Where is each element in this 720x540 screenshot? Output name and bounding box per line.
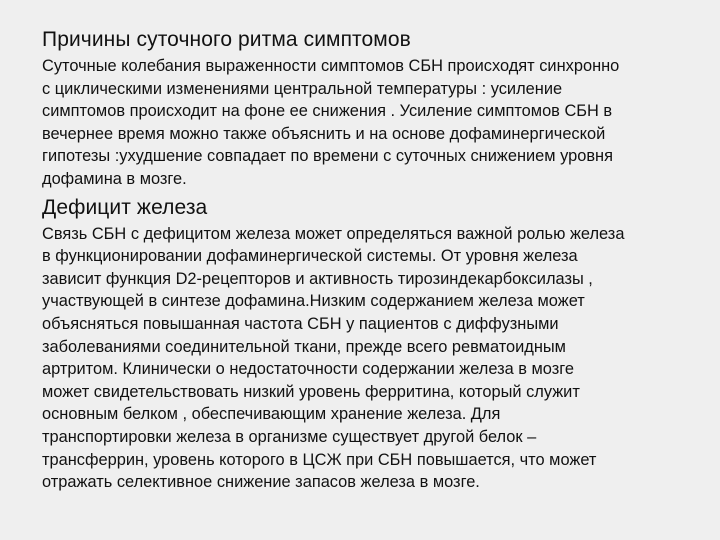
section-body-circadian-rhythm: Суточные колебания выраженности симптомов СБН происходят синхронно с циклическими изменениями центральной температуры : усиление симптомов происходит на фоне ее снижения . Усиление симптомов СБН в вечернее время можно также объяснить и на основе дофаминергической гипотезы :ухудшение совпадает по времени с суточных снижением уровня дофамина в мозге.	[42, 57, 620, 188]
section-title-circadian-rhythm: Причины суточного ритма симптомов	[42, 28, 411, 51]
section-body-iron-deficiency: Связь СБН с дефицитом железа может определяться важной ролью железа в функционировании дофаминергической системы. От уровня железа зависит функция D2-рецепторов и активность тирозиндекарбоксилазы , участвующей в синтезе дофамина.Низким содержанием железа может объясняться повышанная частота СБН у пациентов с диффузными заболеваниями соединительной ткани, прежде всего ревматоидным артритом. Клинически о недостаточности содержании железа в мозге может свидетельствовать низкий уровень ферритина, который служит основным белком , обеспечивающим хранение железа. Для транспортировки железа в организме существует другой белок – трансферрин, уровень которого в ЦСЖ при СБН повышается, что может отражать селективное снижение запасов железа в мозге.	[42, 224, 625, 492]
section-title-iron-deficiency: Дефицит железа	[42, 195, 208, 219]
